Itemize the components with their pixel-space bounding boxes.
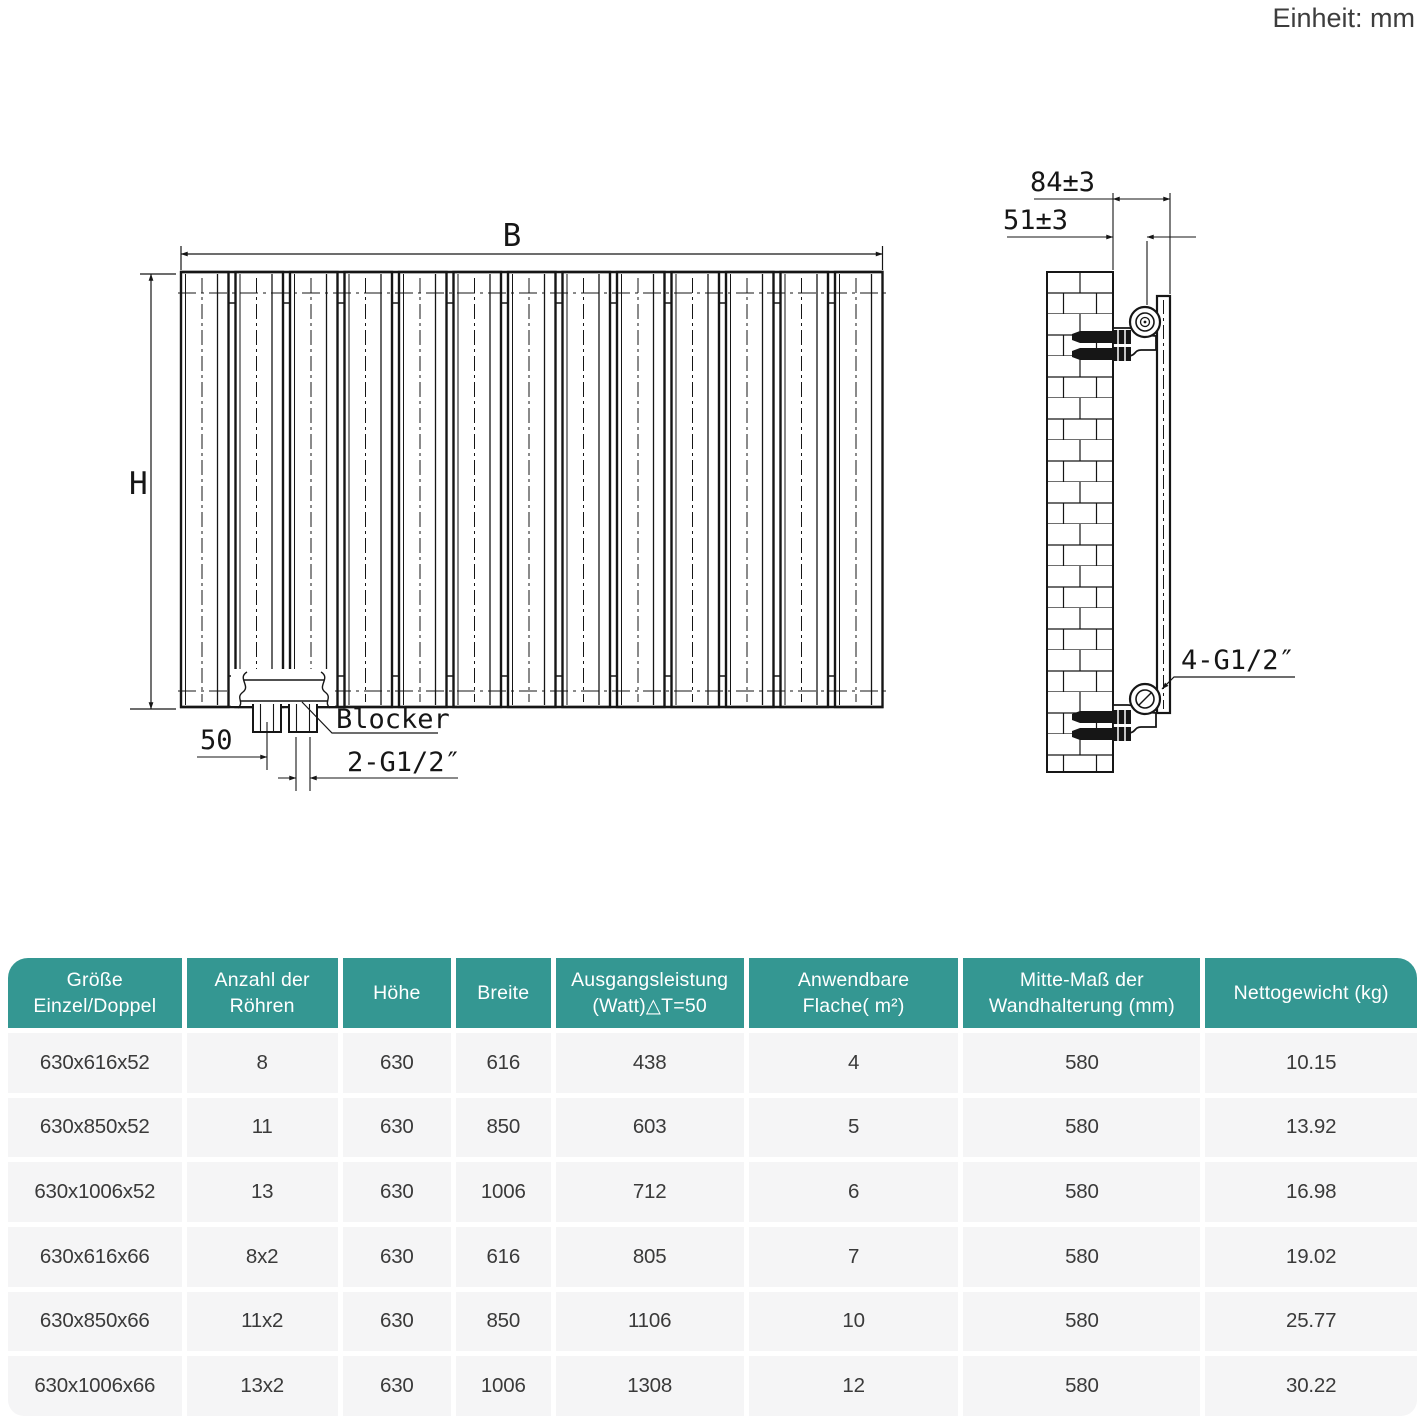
table-cell: 8x2 xyxy=(187,1227,338,1287)
table-cell: 712 xyxy=(556,1162,744,1222)
table-cell: 6 xyxy=(749,1162,959,1222)
header-line: Anwendbare xyxy=(797,969,910,991)
table-cell: 13.92 xyxy=(1205,1098,1417,1158)
radiator-profile xyxy=(1157,296,1170,713)
table-cell: 13x2 xyxy=(187,1356,338,1416)
column-header-height xyxy=(343,958,451,1028)
table-cell: 630 xyxy=(343,1033,451,1093)
width-dimension xyxy=(181,246,883,270)
table-cell: 1106 xyxy=(556,1292,744,1352)
table-cell: 850 xyxy=(456,1098,551,1158)
table-cell: 580 xyxy=(963,1162,1200,1222)
header-line: Größe xyxy=(66,969,123,991)
table-cell: 630x616x66 xyxy=(8,1227,182,1287)
table-cell: 580 xyxy=(963,1033,1200,1093)
blocker-label: Blocker xyxy=(336,704,450,735)
side-connection-leader xyxy=(1162,677,1295,689)
table-cell: 630 xyxy=(343,1098,451,1158)
table-cell: 7 xyxy=(749,1227,959,1287)
header-line: Mitte-Maß der xyxy=(1019,969,1144,991)
table-cell: 10.15 xyxy=(1205,1033,1417,1093)
header-line: Röhren xyxy=(229,995,295,1017)
table-cell: 580 xyxy=(963,1227,1200,1287)
table-cell: 630x850x66 xyxy=(8,1292,182,1352)
column-header-net-weight xyxy=(1205,958,1417,1028)
table-cell: 1308 xyxy=(556,1356,744,1416)
table-cell: 11 xyxy=(187,1098,338,1158)
header-line: Wandhalterung (mm) xyxy=(988,995,1175,1017)
bottom-connection-label: 2-G1/2″ xyxy=(347,747,461,778)
table-cell: 580 xyxy=(963,1098,1200,1158)
table-cell: 630 xyxy=(343,1162,451,1222)
radiator-panels xyxy=(178,272,886,707)
header-line: Flache( m²) xyxy=(802,995,905,1017)
side-connection-label: 4-G1/2″ xyxy=(1181,645,1295,676)
table-cell: 16.98 xyxy=(1205,1162,1417,1222)
depth-dimension-label: 84±3 xyxy=(1030,167,1096,198)
height-dimension-label: H xyxy=(129,466,148,502)
table-cell: 630 xyxy=(343,1227,451,1287)
width-dimension-label: B xyxy=(502,218,522,254)
table-cell: 19.02 xyxy=(1205,1227,1417,1287)
table-cell: 630 xyxy=(343,1292,451,1352)
table-cell: 805 xyxy=(556,1227,744,1287)
table-cell: 12 xyxy=(749,1356,959,1416)
table-cell: 5 xyxy=(749,1098,959,1158)
table-cell: 25.77 xyxy=(1205,1292,1417,1352)
column-header-bracket-distance xyxy=(963,958,1200,1028)
offset-dimension-label: 50 xyxy=(200,725,233,756)
header-line: Höhe xyxy=(373,982,421,1004)
table-cell: 11x2 xyxy=(187,1292,338,1352)
table-cell: 30.22 xyxy=(1205,1356,1417,1416)
spec-table xyxy=(8,958,1417,1416)
table-cell: 630x1006x52 xyxy=(8,1162,182,1222)
unit-label: Einheit: mm xyxy=(1272,3,1415,33)
side-view xyxy=(1003,167,1295,772)
column-header-size xyxy=(8,958,182,1028)
table-cell: 580 xyxy=(963,1292,1200,1352)
table-cell: 13 xyxy=(187,1162,338,1222)
header-line: Anzahl der xyxy=(214,969,310,991)
header-line: Einzel/Doppel xyxy=(33,995,157,1017)
column-header-tube-count xyxy=(187,958,338,1028)
table-cell: 603 xyxy=(556,1098,744,1158)
table-cell: 630x1006x66 xyxy=(8,1356,182,1416)
table-cell: 850 xyxy=(456,1292,551,1352)
table-cell: 1006 xyxy=(456,1162,551,1222)
table-cell: 438 xyxy=(556,1033,744,1093)
column-header-output xyxy=(556,958,744,1028)
table-cell: 616 xyxy=(456,1227,551,1287)
table-cell: 630 xyxy=(343,1356,451,1416)
table-cell: 616 xyxy=(456,1033,551,1093)
bracket-depth-dimension-label: 51±3 xyxy=(1003,205,1069,236)
side-extension-lines xyxy=(1113,193,1170,305)
header-line: Nettogewicht (kg) xyxy=(1233,982,1389,1004)
front-view xyxy=(129,218,886,791)
header-line: (Watt)△T=50 xyxy=(592,995,707,1017)
table-cell: 1006 xyxy=(456,1356,551,1416)
header-line: Ausgangsleistung xyxy=(571,969,729,991)
column-header-area xyxy=(749,958,959,1028)
table-cell: 4 xyxy=(749,1033,959,1093)
table-cell: 630x850x52 xyxy=(8,1098,182,1158)
wall-section xyxy=(1047,272,1113,772)
table-cell: 630x616x52 xyxy=(8,1033,182,1093)
table-cell: 10 xyxy=(749,1292,959,1352)
table-cell: 8 xyxy=(187,1033,338,1093)
header-line: Breite xyxy=(477,982,530,1004)
table-cell: 580 xyxy=(963,1356,1200,1416)
column-header-width xyxy=(456,958,551,1028)
